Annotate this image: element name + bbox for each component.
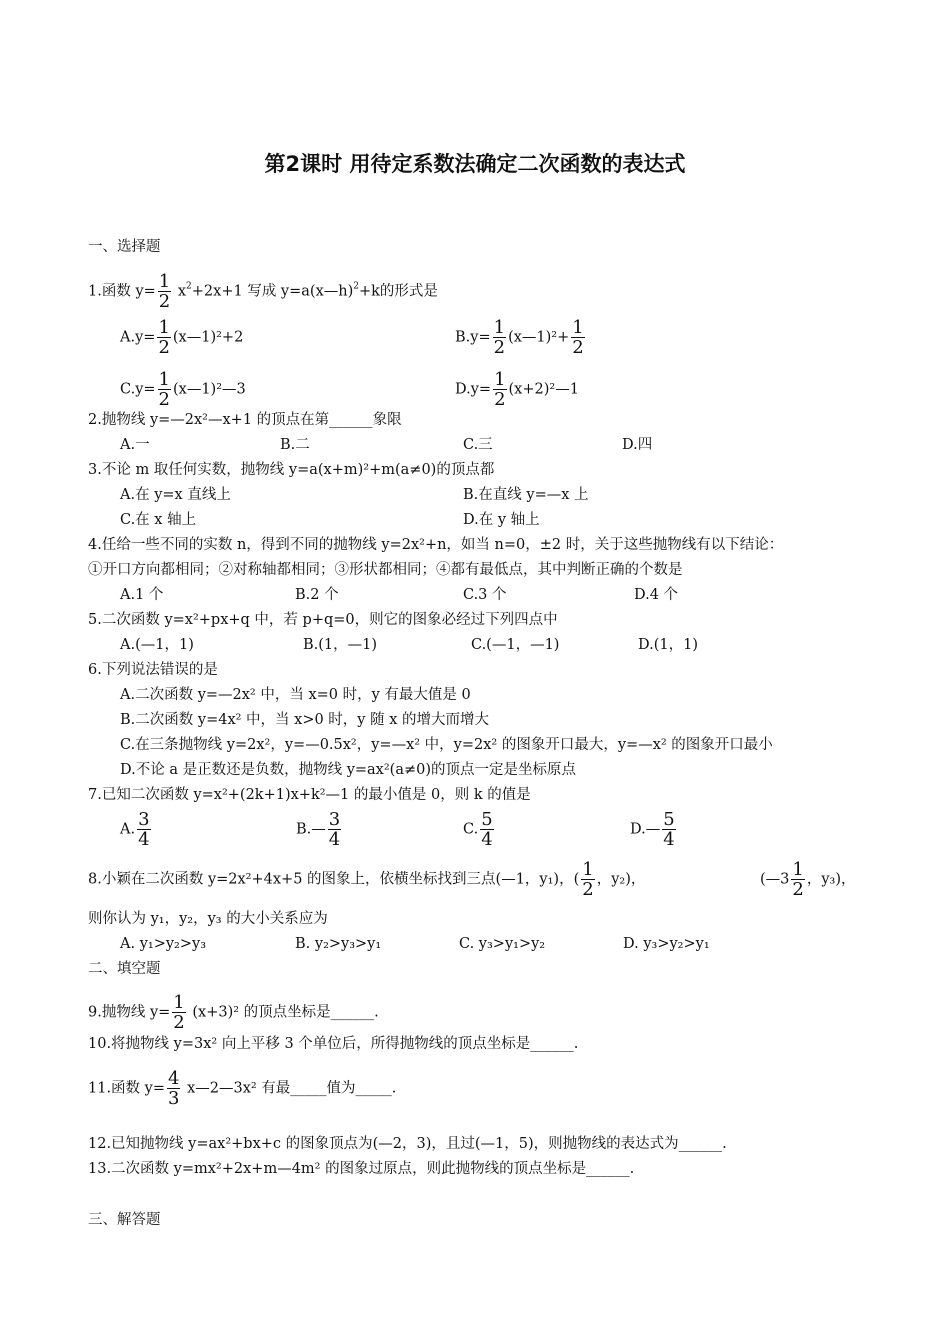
question-9: 9.抛物线 y= $\frac{1}{2}$ (x+3)² 的顶点坐标是______. bbox=[88, 992, 379, 1033]
fraction: $\frac{1}{2}$ bbox=[494, 369, 506, 410]
q2-option-c: C.三 bbox=[463, 437, 493, 453]
q5-option-c: C.(—1，—1) bbox=[471, 637, 560, 653]
fraction: $\frac{1}{2}$ bbox=[582, 859, 594, 900]
fraction: $\frac{1}{2}$ bbox=[173, 992, 185, 1033]
question-13: 13.二次函数 y=mx²+2x+m—4m² 的图象过原点，则此抛物线的顶点坐标是______. bbox=[88, 1161, 635, 1177]
fraction: $\frac{1}{2}$ bbox=[158, 369, 170, 410]
fraction: $\frac{1}{2}$ bbox=[158, 271, 171, 312]
question-4-line-1: 4.任给一些不同的实数 n，得到不同的抛物线 y=2x²+n，如当 n=0，±2 时，关于这些抛物线有以下结论： bbox=[88, 537, 784, 553]
fraction: $\frac{1}{2}$ bbox=[572, 317, 584, 358]
question-6: 6.下列说法错误的是 bbox=[88, 662, 218, 678]
q6-option-d: D.不论 a 是正数还是负数，抛物线 y=ax²(a≠0)的顶点一定是坐标原点 bbox=[120, 762, 576, 778]
fraction: $\frac{1}{2}$ bbox=[158, 317, 170, 358]
fraction: $\frac{5}{4}$ bbox=[481, 809, 493, 850]
q2-option-b: B.二 bbox=[280, 437, 310, 453]
question-11: 11.函数 y= $\frac{4}{3}$ x—2—3x² 有最_____值为_____. bbox=[88, 1068, 397, 1109]
q8-option-c: C. y₃>y₁>y₂ bbox=[459, 936, 546, 952]
q1-text-a: 1.函数 bbox=[88, 283, 136, 300]
q3-option-d: D.在 y 轴上 bbox=[463, 512, 540, 528]
question-12: 12.已知抛物线 y=ax²+bx+c 的图象顶点为(—2，3)，且过(—1，5)，则抛物线的表达式为______. bbox=[88, 1136, 727, 1152]
q2-option-d: D.四 bbox=[622, 437, 653, 453]
section-fill: 二、填空题 bbox=[88, 961, 161, 977]
q7-option-a: A. $\frac{3}{4}$ bbox=[120, 809, 150, 850]
q4-option-a: A.1 个 bbox=[120, 587, 164, 603]
q1-text-d: +k的形式是 bbox=[358, 283, 438, 300]
q1-text-c: +2x+1 写成 y=a(x—h) bbox=[191, 283, 354, 300]
q8-option-b: B. y₂>y₃>y₁ bbox=[295, 936, 382, 952]
question-2: 2.抛物线 y=—2x²—x+1 的顶点在第______象限 bbox=[88, 412, 402, 428]
q2-option-a: A.一 bbox=[120, 437, 150, 453]
q5-option-d: D.(1，1) bbox=[638, 637, 698, 653]
q7-option-d: D.— $\frac{5}{4}$ bbox=[630, 809, 675, 850]
section-choice: 一、选择题 bbox=[88, 239, 161, 255]
q6-option-b: B.二次函数 y=4x² 中，当 x>0 时，y 随 x 的增大而增大 bbox=[120, 712, 490, 728]
q3-option-a: A.在 y=x 直线上 bbox=[120, 487, 231, 503]
q1-option-a: A.y= $\frac{1}{2}$ (x—1)²+2 bbox=[120, 317, 244, 358]
q8-option-d: D. y₃>y₂>y₁ bbox=[623, 936, 710, 952]
fraction: $\frac{4}{3}$ bbox=[168, 1068, 180, 1109]
q1-text-b: x bbox=[173, 283, 187, 300]
q1-option-d: D.y= $\frac{1}{2}$ (x+2)²—1 bbox=[455, 369, 579, 410]
q8-option-a: A. y₁>y₂>y₃ bbox=[120, 936, 207, 952]
section-answer: 三、解答题 bbox=[88, 1212, 161, 1228]
question-8-line-2: 则你认为 y₁，y₂，y₃ 的大小关系应为 bbox=[88, 911, 328, 927]
q4-option-c: C.3 个 bbox=[463, 587, 507, 603]
fraction: $\frac{3}{4}$ bbox=[138, 809, 150, 850]
fraction: $\frac{3}{4}$ bbox=[328, 809, 341, 850]
q3-option-b: B.在直线 y=—x 上 bbox=[463, 487, 589, 503]
fraction: $\frac{5}{4}$ bbox=[663, 809, 675, 850]
q7-option-c: C. $\frac{5}{4}$ bbox=[463, 809, 493, 850]
q1-option-c: C.y= $\frac{1}{2}$ (x—1)²—3 bbox=[120, 369, 246, 410]
question-8-point-3: (—3 $\frac{1}{2}$ ，y₃)， bbox=[760, 859, 856, 900]
q6-option-c: C.在三条抛物线 y=2x²，y=—0.5x²，y=—x² 中，y=2x² 的图象开口最大，y=—x² 的图象开口最小 bbox=[120, 737, 773, 753]
question-10: 10.将抛物线 y=3x² 向上平移 3 个单位后，所得抛物线的顶点坐标是______. bbox=[88, 1036, 579, 1052]
question-8-line-1: 8.小颖在二次函数 y=2x²+4x+5 的图象上，依横坐标找到三点(—1，y₁)，( $\frac{1}{2}$ ，y₂)， bbox=[88, 859, 646, 900]
q1-option-b: B.y= $\frac{1}{2}$ (x—1)²+ $\frac{1}{2}$ bbox=[455, 317, 584, 358]
q7-option-b: B.— $\frac{3}{4}$ bbox=[296, 809, 341, 850]
q6-option-a: A.二次函数 y=—2x² 中，当 x=0 时，y 有最大值是 0 bbox=[120, 687, 471, 703]
question-7: 7.已知二次函数 y=x²+(2k+1)x+k²—1 的最小值是 0，则 k 的值是 bbox=[88, 787, 531, 803]
q1-y: y= bbox=[135, 283, 156, 300]
fraction: $\frac{1}{2}$ bbox=[493, 317, 506, 358]
q5-option-a: A.(—1，1) bbox=[120, 637, 194, 653]
question-3: 3.不论 m 取任何实数，抛物线 y=a(x+m)²+m(a≠0)的顶点都 bbox=[88, 462, 495, 478]
q5-option-b: B.(1，—1) bbox=[303, 637, 378, 653]
question-5: 5.二次函数 y=x²+px+q 中，若 p+q=0，则它的图象必经过下列四点中 bbox=[88, 612, 558, 628]
q4-option-d: D.4 个 bbox=[634, 587, 679, 603]
question-4-line-2: ①开口方向都相同；②对称轴都相同；③形状都相同；④都有最低点，其中判断正确的个数是 bbox=[88, 562, 683, 578]
page-title: 第2课时 用待定系数法确定二次函数的表达式 bbox=[264, 152, 686, 176]
q3-option-c: C.在 x 轴上 bbox=[120, 512, 197, 528]
q4-option-b: B.2 个 bbox=[295, 587, 339, 603]
fraction: $\frac{1}{2}$ bbox=[792, 859, 804, 900]
question-1: 1.函数 y= $\frac{1}{2}$ $x^2+2x+1$ 写成 y=a(x—h)$^2$+k的形式是 bbox=[88, 271, 438, 312]
